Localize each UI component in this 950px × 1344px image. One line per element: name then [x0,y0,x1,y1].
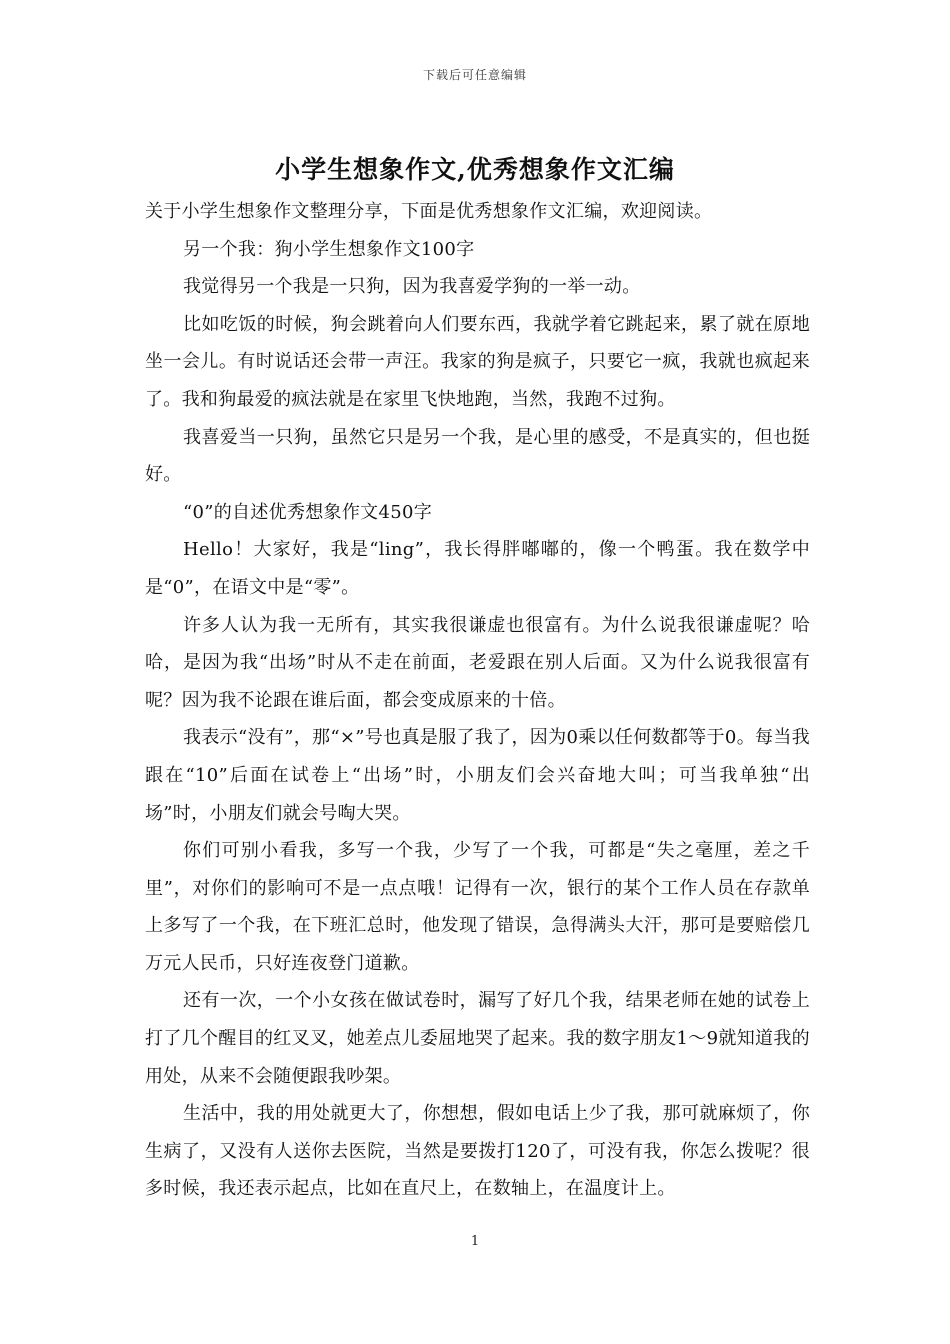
section-heading-zero: “0”的自述优秀想象作文450字 [183,501,433,523]
intro-paragraph: 关于小学生想象作文整理分享，下面是优秀想象作文汇编，欢迎阅读。 [145,201,713,222]
body-paragraph: 你们可别小看我，多写一个我，少写了一个我，可都是“失之毫厘，差之千里”，对你们的影响可不是一点点哦！记得有一次，银行的某个工作人员在存款单上多写了一个我，在下班汇总时，他发现了错误，急得满头大汗，那可是要赔偿几万元人民币，只好连夜登门道歉。 [145,840,810,974]
body-paragraph: Hello！大家好，我是“ling”，我长得胖嘟嘟的，像一个鸭蛋。我在数学中是“0”，在语文中是“零”。 [145,539,810,598]
body-paragraph: 我喜爱当一只狗，虽然它只是另一个我，是心里的感受，不是真实的，但也挺好。 [145,426,810,486]
header-note: 下载后可任意编辑 [422,68,527,82]
body-paragraph: 许多人认为我一无所有，其实我很谦虚也很富有。为什么说我很谦虚呢？哈哈，是因为我“出场”时从不走在前面，老爱跟在别人后面。又为什么说我很富有呢？因为我不论跟在谁后面，都会变成原来的十倍。 [145,614,810,711]
page-number: 1 [470,1234,480,1249]
body-paragraph: 比如吃饭的时候，狗会跳着向人们要东西，我就学着它跳起来，累了就在原地坐一会儿。有时说话还会带一声汪。我家的狗是疯子，只要它一疯，我就也疯起来了。我和狗最爱的疯法就是在家里飞快地跑，当然，我跑不过狗。 [145,313,810,410]
document-body [145,193,810,1208]
document-title: 小学生想象作文,优秀想象作文汇编 [275,155,675,184]
body-paragraph: 生活中，我的用处就更大了，你想想，假如电话上少了我，那可就麻烦了，你生病了，又没有人送你去医院，当然是要拨打120了，可没有我，你怎么拨呢？很多时候，我还表示起点，比如在直尺上，在数轴上，在温度计上。 [145,1103,810,1200]
body-paragraph: 还有一次，一个小女孩在做试卷时，漏写了好几个我，结果老师在她的试卷上打了几个醒目的红叉叉，她差点儿委屈地哭了起来。我的数字朋友1～9就知道我的用处，从来不会随便跟我吵架。 [145,990,810,1087]
section-heading-another-me: 另一个我：狗小学生想象作文100字 [183,238,475,260]
body-paragraph: 我表示“没有”，那“×”号也真是服了我了，因为0乘以任何数都等于0。每当我跟在“10”后面在试卷上“出场”时，小朋友们会兴奋地大叫；可当我单独“出场”时，小朋友们就会号啕大哭。 [145,727,810,824]
body-paragraph: 我觉得另一个我是一只狗，因为我喜爱学狗的一举一动。 [183,276,641,298]
